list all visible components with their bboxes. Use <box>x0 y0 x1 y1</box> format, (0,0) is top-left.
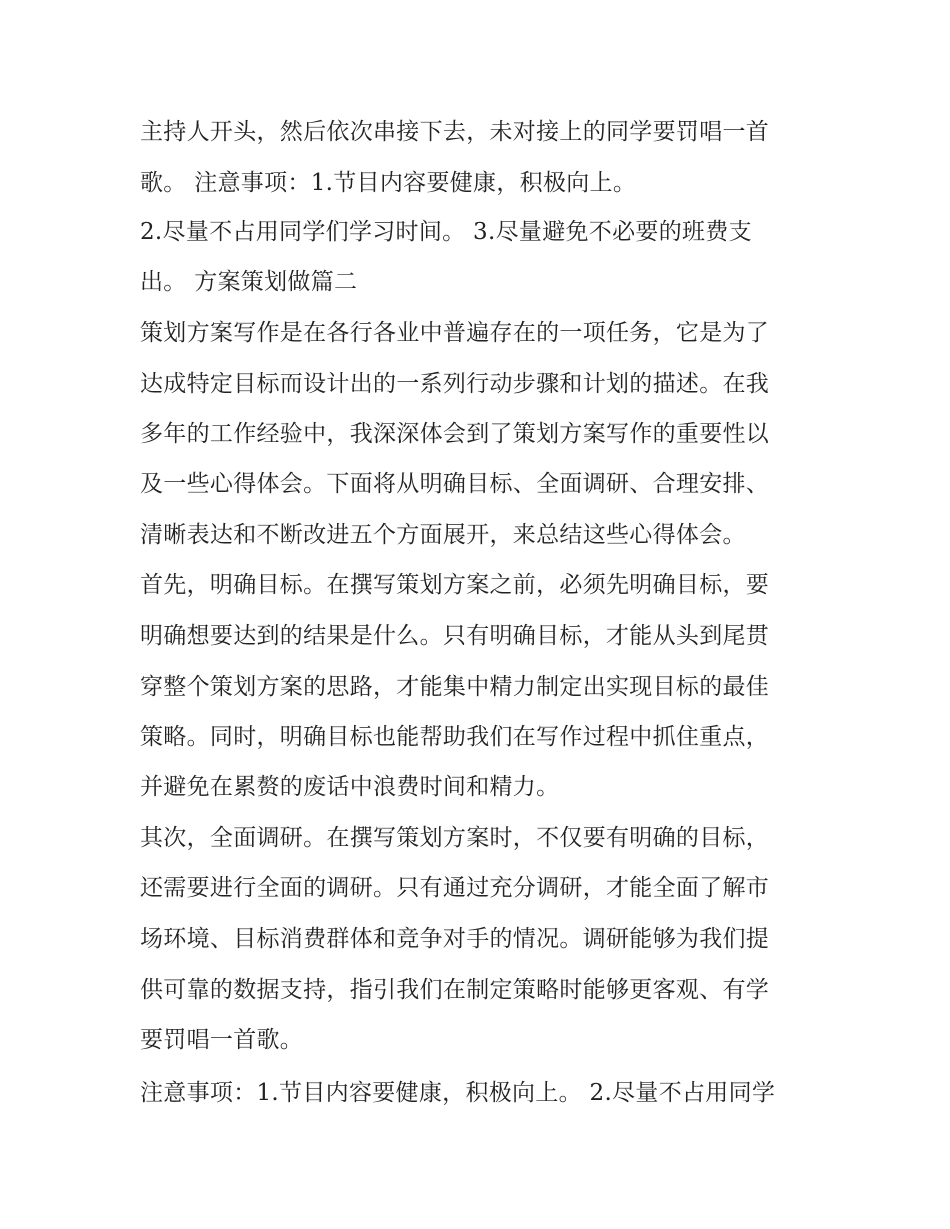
text-line-19: 要罚唱一首歌。 <box>140 1027 304 1053</box>
text-line-4: 出。 方案策划做篇二 <box>140 269 358 295</box>
text-line-17: 场环境、目标消费群体和竞争对手的情况。调研能够为我们提 <box>140 926 770 952</box>
text-line-14: 并避免在累赘的废话中浪费时间和精力。 <box>140 774 560 800</box>
text-line-13: 策略。同时，明确目标也能帮助我们在写作过程中抓住重点， <box>140 724 770 750</box>
text-line-6: 达成特定目标而设计出的一系列行动步骤和计划的描述。在我 <box>140 371 770 397</box>
text-line-8: 及一些心得体会。下面将从明确目标、全面调研、合理安排、 <box>140 471 770 497</box>
text-line-1: 主持人开头，然后依次串接下去，未对接上的同学要罚唱一首 <box>140 119 770 145</box>
text-line-3: 2.尽量不占用同学们学习时间。 3.尽量避免不必要的班费支 <box>140 219 752 245</box>
text-line-10: 首先，明确目标。在撰写策划方案之前，必须先明确目标，要 <box>140 572 770 598</box>
text-line-12: 穿整个策划方案的思路，才能集中精力制定出实现目标的最佳 <box>140 674 770 700</box>
text-line-20: 注意事项：1.节目内容要健康，积极向上。 2.尽量不占用同学 <box>140 1080 776 1106</box>
text-line-16: 还需要进行全面的调研。只有通过充分调研，才能全面了解市 <box>140 875 770 901</box>
text-line-7: 多年的工作经验中，我深深体会到了策划方案写作的重要性以 <box>140 421 770 447</box>
text-line-2: 歌。 注意事项：1.节目内容要健康，积极向上。 <box>140 170 637 196</box>
text-line-5: 策划方案写作是在各行各业中普遍存在的一项任务，它是为了 <box>140 320 770 346</box>
text-line-18: 供可靠的数据支持，指引我们在制定策略时能够更客观、有学 <box>140 977 770 1003</box>
text-line-9: 清晰表达和不断改进五个方面展开，来总结这些心得体会。 <box>140 522 746 548</box>
text-line-11: 明确想要达到的结果是什么。只有明确目标，才能从头到尾贯 <box>140 623 770 649</box>
text-line-15: 其次，全面调研。在撰写策划方案时，不仅要有明确的目标， <box>140 825 770 851</box>
